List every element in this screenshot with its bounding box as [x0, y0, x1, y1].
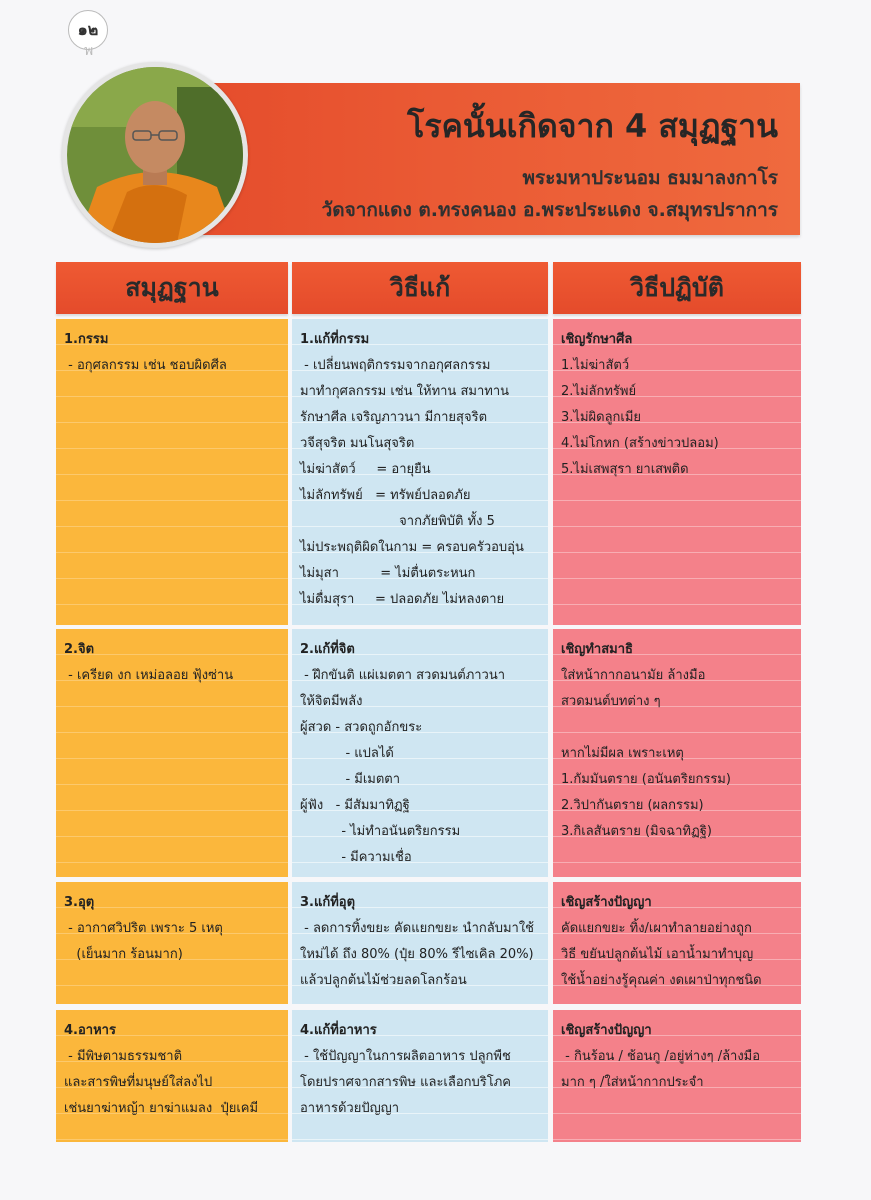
- practice-line: วิธี ขยันปลูกต้นไม้ เอาน้ำมาทำบุญ: [561, 947, 754, 962]
- practice-line: สวดมนต์บทต่าง ๆ: [561, 694, 661, 709]
- remedy-line: ไม่ลักทรัพย์ = ทรัพย์ปลอดภัย: [300, 488, 471, 503]
- header-practice: วิธีปฏิบัติ: [553, 262, 801, 314]
- remedy-cell-3: [292, 882, 548, 1004]
- remedy-line: - ลดการทิ้งขยะ คัดแยกขยะ นำกลับมาใช้: [300, 921, 534, 936]
- practice-line: ใส่หน้ากากอนามัย ล้างมือ: [561, 668, 706, 683]
- cause-line: - อากาศวิปริต เพราะ 5 เหตุ: [64, 921, 223, 936]
- remedy-line: - มีเมตตา: [300, 772, 401, 787]
- page-mark: พ: [84, 43, 94, 59]
- header-cause: สมุฏฐาน: [56, 262, 288, 314]
- temple-address: วัดจากแดง ต.ทรงคนอง อ.พระประแดง จ.สมุทรปราการ: [321, 199, 778, 221]
- remedy-line: วจีสุจริต มนโนสุจริต: [300, 436, 415, 451]
- practice-line: 4.ไม่โกหก (สร้างข่าวปลอม): [561, 436, 719, 451]
- practice-cell-2: [553, 629, 801, 877]
- remedy-cell-1: [292, 319, 548, 625]
- remedy-cell-2: [292, 629, 548, 877]
- practice-line: มาก ๆ /ใส่หน้ากากประจำ: [561, 1075, 704, 1090]
- remedy-line: ให้จิตมีพลัง: [300, 694, 363, 709]
- remedy-line: - ไม่ทำอนันตริยกรรม: [300, 824, 461, 839]
- practice-line: คัดแยกขยะ ทิ้ง/เผาทำลายอย่างถูก: [561, 921, 752, 936]
- practice-line: ใช้น้ำอย่างรู้คุณค่า งดเผาป่าทุกชนิด: [561, 973, 762, 988]
- cause-title: 1.กรรม: [64, 332, 109, 347]
- remedy-line: - เปลี่ยนพฤติกรรมจากอกุศลกรรม: [300, 358, 491, 373]
- cause-cell-3: [56, 882, 288, 1004]
- practice-line: [561, 715, 793, 741]
- monk-portrait: [62, 62, 248, 248]
- cause-title: 4.อาหาร: [64, 1023, 116, 1038]
- remedy-line: ผู้สวด - สวดถูกอักขระ: [300, 720, 423, 735]
- remedy-line: จากภัยพิบัติ ทั้ง 5: [300, 514, 495, 529]
- cause-title: 3.อุตุ: [64, 895, 95, 910]
- remedy-line: - แปลได้: [300, 746, 394, 761]
- remedy-line: ไม่มุสา = ไม่ตื่นตระหนก: [300, 566, 476, 581]
- cause-cell-1: [56, 319, 288, 625]
- cause-cell-2: [56, 629, 288, 877]
- practice-cell-3: [553, 882, 801, 1004]
- practice-cell-1: [553, 319, 801, 625]
- remedy-line: - มีความเชื่อ: [300, 850, 412, 865]
- practice-line: 3.กิเลสันตราย (มิจฉาทิฏฐิ): [561, 824, 712, 839]
- remedy-line: มาทำกุศลกรรม เช่น ให้ทาน สมาทาน: [300, 384, 510, 399]
- practice-title: เชิญสร้างปัญญา: [561, 1023, 652, 1038]
- page-number: ๑๒: [68, 10, 108, 50]
- remedy-line: รักษาศีล เจริญภาวนา มีกายสุจริต: [300, 410, 488, 425]
- remedy-line: ไม่ฆ่าสัตว์ = อายุยืน: [300, 462, 431, 477]
- cause-line: - มีพิษตามธรรมชาติ: [64, 1049, 183, 1064]
- cause-line: เช่นยาฆ่าหญ้า ยาฆ่าแมลง ปุ๋ยเคมี: [64, 1101, 259, 1116]
- practice-title: เชิญทำสมาธิ: [561, 642, 633, 657]
- practice-line: - กินร้อน / ช้อนกู /อยู่ห่างๆ /ล้างมือ: [561, 1049, 761, 1064]
- remedy-line: อาหารด้วยปัญญา: [300, 1101, 400, 1116]
- practice-line: 2.ไม่ลักทรัพย์: [561, 384, 637, 399]
- remedy-title: 3.แก้ที่อุตุ: [300, 895, 356, 910]
- remedy-line: ไม่ดื่มสุรา = ปลอดภัย ไม่หลงตาย: [300, 592, 505, 607]
- header-remedy: วิธีแก้: [292, 262, 548, 314]
- cause-line: - อกุศลกรรม เช่น ชอบผิดศีล: [64, 358, 227, 373]
- practice-line: หากไม่มีผล เพราะเหตุ: [561, 746, 684, 761]
- cause-line: และสารพิษที่มนุษย์ใส่ลงไป: [64, 1075, 213, 1090]
- remedy-line: ไม่ประพฤติผิดในกาม = ครอบครัวอบอุ่น: [300, 540, 524, 555]
- practice-line: 2.วิปากันตราย (ผลกรรม): [561, 798, 704, 813]
- page-title: โรคนั้นเกิดจาก 4 สมุฏฐาน: [407, 107, 778, 145]
- remedy-line: แล้วปลูกต้นไม้ช่วยลดโลกร้อน: [300, 973, 467, 988]
- remedy-cell-4: [292, 1010, 548, 1142]
- remedy-title: 4.แก้ที่อาหาร: [300, 1023, 377, 1038]
- remedy-line: โดยปราศจากสารพิษ และเลือกบริโภค: [300, 1075, 512, 1090]
- practice-title: เชิญรักษาศีล: [561, 332, 633, 347]
- practice-title: เชิญสร้างปัญญา: [561, 895, 652, 910]
- cause-line: (เย็นมาก ร้อนมาก): [64, 947, 183, 962]
- remedy-line: - ฝึกขันติ แผ่เมตตา สวดมนต์ภาวนา: [300, 668, 506, 683]
- practice-cell-4: [553, 1010, 801, 1142]
- cause-cell-4: [56, 1010, 288, 1142]
- remedy-line: ผู้ฟัง - มีสัมมาทิฏฐิ: [300, 798, 410, 813]
- remedy-title: 1.แก้ที่กรรม: [300, 332, 370, 347]
- remedy-line: ใหม่ได้ ถึง 80% (ปุ๋ย 80% รีไซเคิล 20%): [300, 947, 534, 962]
- remedy-title: 2.แก้ที่จิต: [300, 642, 355, 657]
- practice-line: 1.กัมมันตราย (อนันตริยกรรม): [561, 772, 731, 787]
- author-name: พระมหาประนอม ธมมาลงกาโร: [522, 167, 778, 189]
- cause-title: 2.จิต: [64, 642, 95, 657]
- remedy-line: - ใช้ปัญญาในการผลิตอาหาร ปลูกพืช: [300, 1049, 511, 1064]
- cause-line: - เครียด งก เหม่อลอย ฟุ้งซ่าน: [64, 668, 234, 683]
- practice-line: 5.ไม่เสพสุรา ยาเสพติด: [561, 462, 689, 477]
- practice-line: 1.ไม่ฆ่าสัตว์: [561, 358, 630, 373]
- practice-line: 3.ไม่ผิดลูกเมีย: [561, 410, 642, 425]
- monk-portrait-image: [67, 67, 243, 243]
